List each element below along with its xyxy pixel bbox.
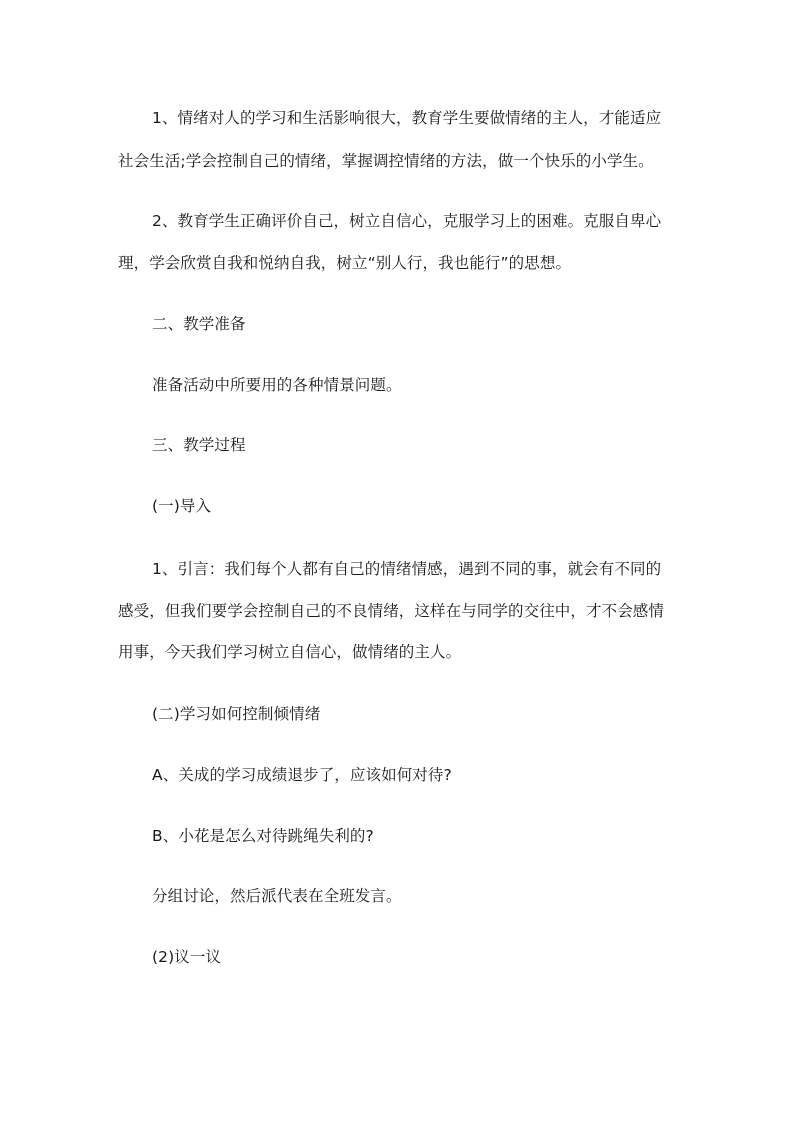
- paragraph-3-line-2: 感受，但我们要学会控制自己的不良情绪，这样在与同学的交往中，才不会感情: [118, 602, 665, 620]
- discussion-instruction: 分组讨论，然后派代表在全班发言。: [152, 887, 402, 905]
- subheading-discuss: (2)议一议: [152, 948, 222, 966]
- heading-teaching-preparation: 二、教学准备: [152, 315, 246, 333]
- paragraph-2-line-2: 理，学会欣赏自我和悦纳自我，树立“别人行，我也能行”的思想。: [118, 254, 572, 272]
- paragraph-3-line-1: 1、引言：我们每个人都有自己的情绪情感，遇到不同的事，就会有不同的: [152, 560, 662, 578]
- question-a: A、关成的学习成绩退步了，应该如何对待?: [152, 766, 452, 784]
- preparation-text: 准备活动中所要用的各种情景问题。: [152, 376, 402, 394]
- heading-teaching-process: 三、教学过程: [152, 436, 246, 454]
- paragraph-1-line-1: 1、情绪对人的学习和生活影响很大，教育学生要做情绪的主人，才能适应: [152, 109, 662, 127]
- paragraph-3-line-3: 用事，今天我们学习树立自信心，做情绪的主人。: [118, 643, 462, 661]
- subheading-learn-control: (二)学习如何控制倾情绪: [152, 705, 321, 723]
- subheading-introduction: (一)导入: [152, 497, 212, 515]
- paragraph-2-line-1: 2、教育学生正确评价自己，树立自信心，克服学习上的困难。克服自卑心: [152, 212, 662, 230]
- paragraph-1-line-2: 社会生活;学会控制自己的情绪，掌握调控情绪的方法，做一个快乐的小学生。: [118, 152, 654, 170]
- question-b: B、小花是怎么对待跳绳失利的?: [152, 827, 374, 845]
